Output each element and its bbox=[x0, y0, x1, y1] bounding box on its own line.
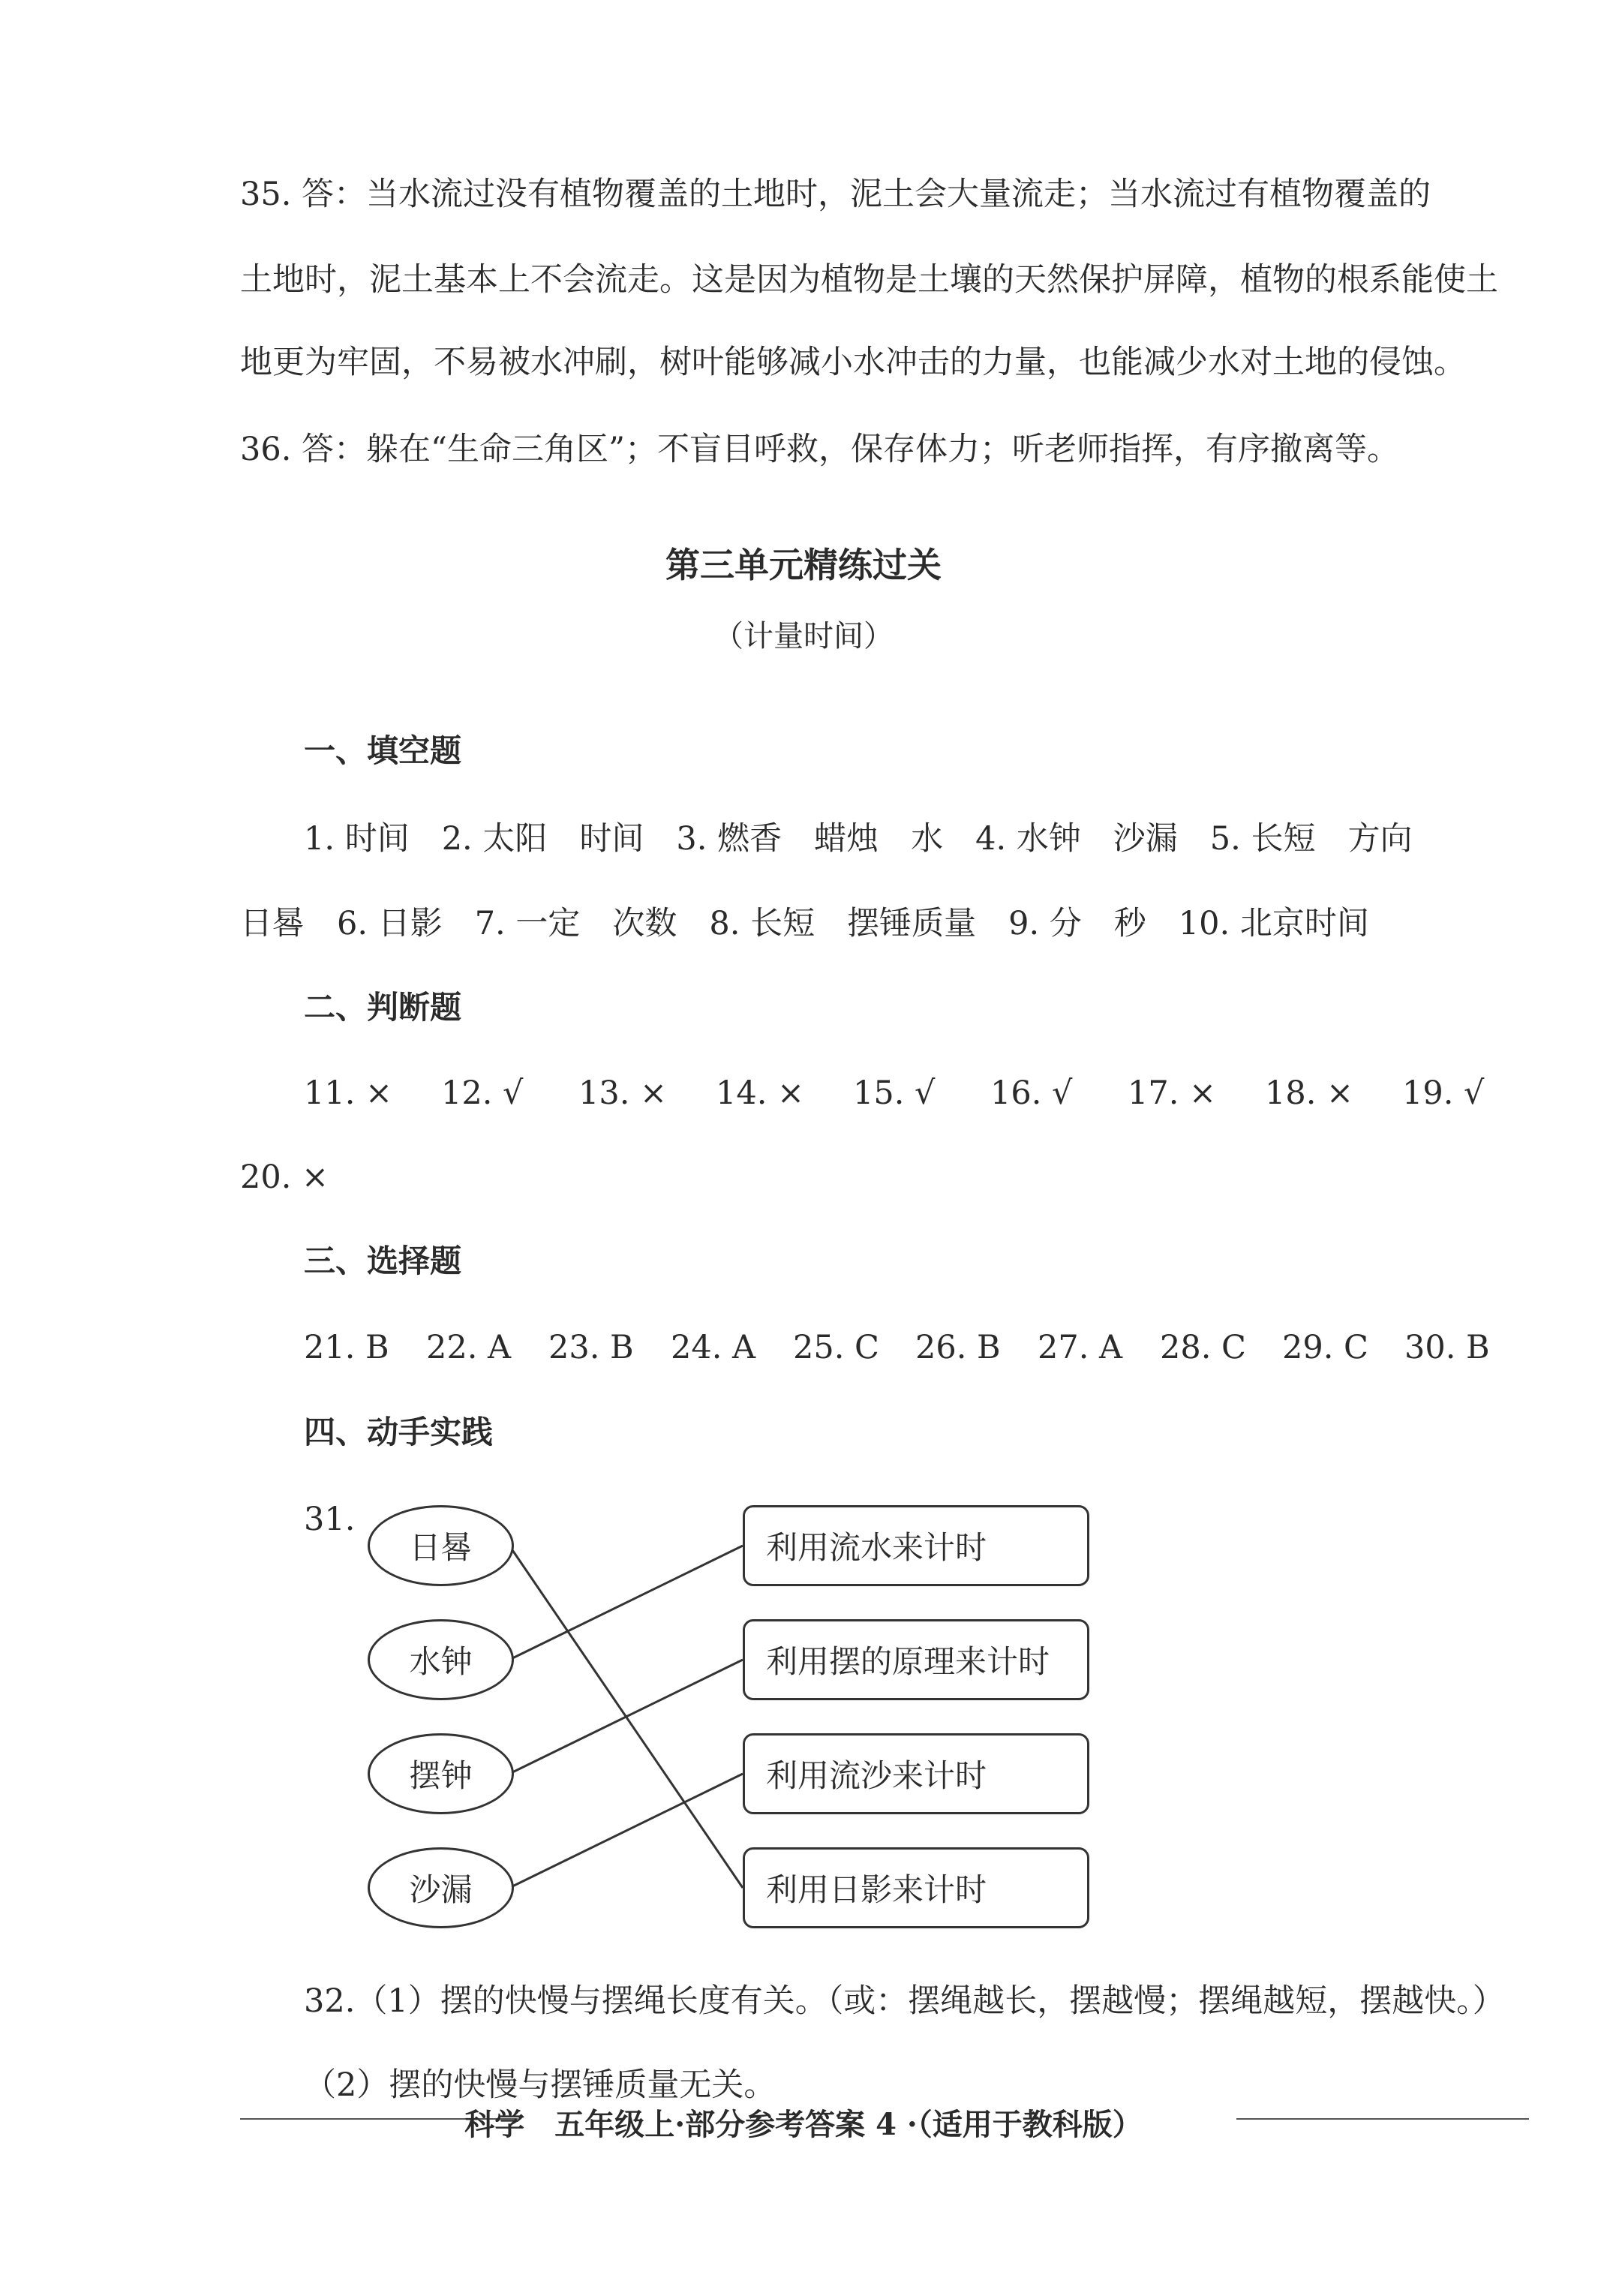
choice-answer: 30. B bbox=[1404, 1329, 1490, 1366]
page-footer: 科学 五年级上·部分参考答案 4 ·（适用于教科版） bbox=[464, 2107, 1143, 2142]
tf-answer-20: 20. × bbox=[240, 1159, 329, 1196]
choice-answer: 25. C bbox=[793, 1329, 879, 1366]
tf-answer: 16. √ bbox=[990, 1074, 1073, 1112]
section-fill-blank-heading: 一、填空题 bbox=[304, 732, 462, 769]
q35-line-1: 35. 答：当水流过没有植物覆盖的土地时，泥土会大量流走；当水流过有植物覆盖的 bbox=[240, 176, 1431, 213]
choice-answer: 21. B bbox=[304, 1329, 389, 1366]
device-pendulum-clock: 摆钟 bbox=[368, 1733, 514, 1814]
q31-label: 31. bbox=[304, 1501, 356, 1538]
tf-answer: 18. × bbox=[1265, 1074, 1354, 1112]
section-choice-heading: 三、选择题 bbox=[304, 1243, 462, 1279]
device-hourglass: 沙漏 bbox=[368, 1847, 514, 1928]
tf-answer: 12. √ bbox=[441, 1074, 524, 1112]
match-line bbox=[509, 1774, 743, 1888]
fill-blank-line-1: 1. 时间 2. 太阳 时间 3. 燃香 蜡烛 水 4. 水钟 沙漏 5. 长短 方向 bbox=[304, 820, 1413, 858]
device-water-clock: 水钟 bbox=[368, 1619, 514, 1700]
tf-answer: 11. × bbox=[304, 1074, 393, 1112]
choice-answer: 28. C bbox=[1160, 1329, 1246, 1366]
choice-answer: 24. A bbox=[671, 1329, 756, 1366]
device-sundial: 日晷 bbox=[368, 1505, 514, 1586]
q36-answer: 36. 答：躲在“生命三角区”；不盲目呼救，保存体力；听老师指挥，有序撤离等。 bbox=[240, 431, 1400, 468]
principle-pendulum: 利用摆的原理来计时 bbox=[743, 1619, 1089, 1700]
tf-answer: 19. √ bbox=[1402, 1074, 1485, 1112]
principle-sun-shadow: 利用日影来计时 bbox=[743, 1847, 1089, 1928]
tf-answer: 14. × bbox=[716, 1074, 805, 1112]
choice-answer: 22. A bbox=[426, 1329, 512, 1366]
choice-answer: 23. B bbox=[548, 1329, 634, 1366]
tf-answer: 17. × bbox=[1128, 1074, 1217, 1112]
section-practice-heading: 四、动手实践 bbox=[304, 1414, 494, 1450]
principle-flowing-water: 利用流水来计时 bbox=[743, 1505, 1089, 1586]
q35-line-2: 土地时，泥土基本上不会流走。这是因为植物是土壤的天然保护屏障，植物的根系能使土 bbox=[240, 261, 1498, 299]
choice-answer: 27. A bbox=[1038, 1329, 1123, 1366]
match-line bbox=[509, 1546, 743, 1660]
section-true-false-heading: 二、判断题 bbox=[304, 989, 462, 1026]
principle-flowing-sand: 利用流沙来计时 bbox=[743, 1733, 1089, 1814]
q35-line-3: 地更为牢固，不易被水冲刷，树叶能够减小水冲击的力量，也能减少水对土地的侵蚀。 bbox=[240, 344, 1466, 381]
tf-answer: 13. × bbox=[578, 1074, 668, 1112]
tf-answer: 15. √ bbox=[853, 1074, 936, 1112]
fill-blank-line-2: 日晷 6. 日影 7. 一定 次数 8. 长短 摆锤质量 9. 分 秒 10. 北京时间 bbox=[240, 905, 1369, 942]
q32-line-2: （2）摆的快慢与摆锤质量无关。 bbox=[304, 2066, 776, 2104]
choice-answer: 26. B bbox=[915, 1329, 1001, 1366]
match-line bbox=[509, 1660, 743, 1774]
unit-subtitle: （计量时间） bbox=[713, 619, 894, 654]
choice-answer: 29. C bbox=[1282, 1329, 1368, 1366]
q32-line-1: 32.（1）摆的快慢与摆绳长度有关。（或：摆绳越长，摆越慢；摆绳越短，摆越快。） bbox=[304, 1982, 1505, 2020]
unit-title: 第三单元精练过关 bbox=[665, 545, 942, 585]
